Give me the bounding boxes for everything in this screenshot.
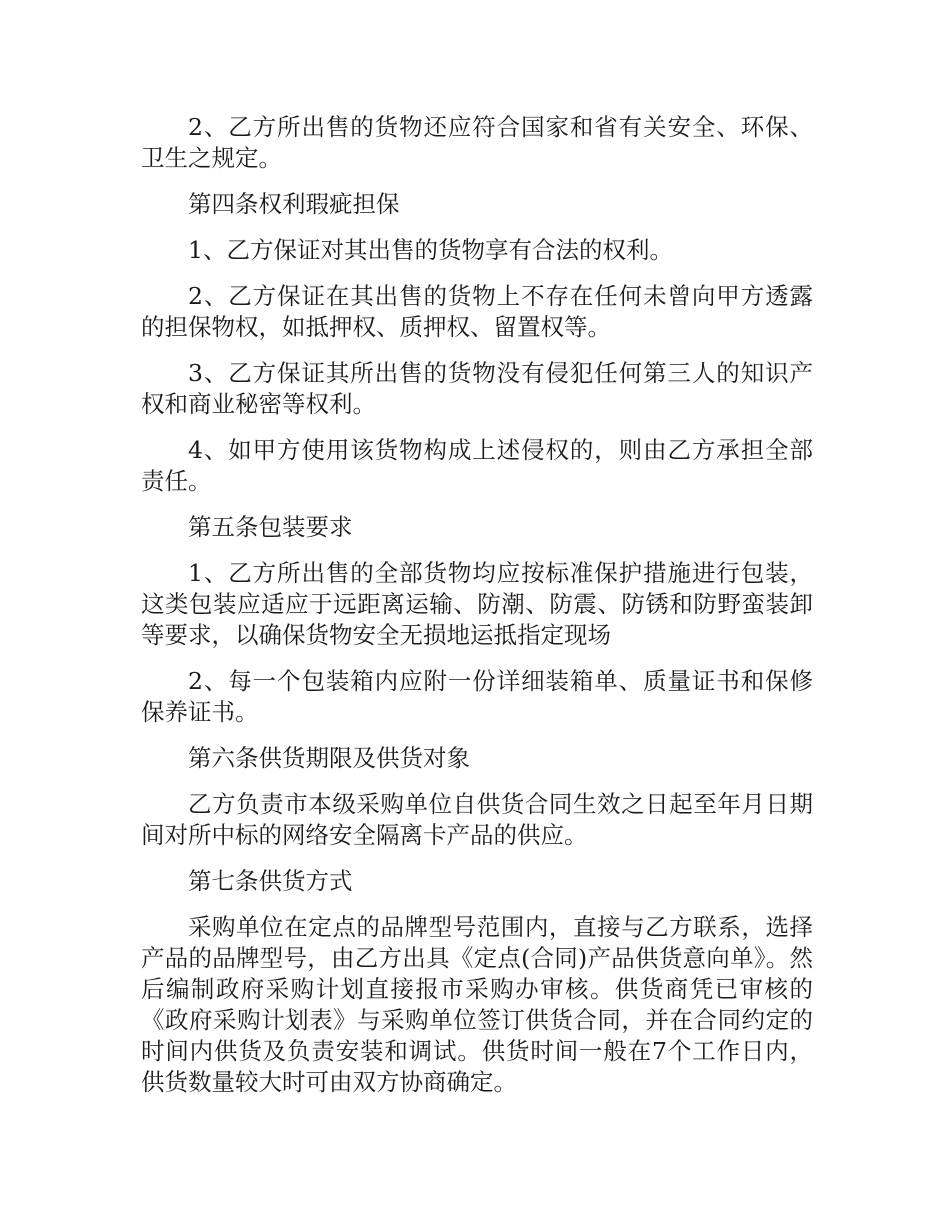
paragraph-legal-rights: 1、乙方保证对其出售的货物享有合法的权利。 (188, 236, 673, 264)
document-page (141, 112, 813, 1113)
paragraph-no-ip-infringement: 3、乙方保证其所出售的货物没有侵犯任何第三人的知识产权和商业秘密等权利。 (141, 359, 813, 418)
heading-article-6: 第六条供货期限及供货对象 (188, 744, 470, 772)
paragraph-no-security-interest: 2、乙方保证在其出售的货物上不存在任何未曾向甲方透露的担保物权，如抵押权、质押权、留置权等。 (141, 282, 813, 341)
paragraph-packing-list: 2、每一个包装箱内应附一份详细装箱单、质量证书和保修保养证书。 (141, 667, 813, 726)
paragraph-quality-safety: 2、乙方所出售的货物还应符合国家和省有关安全、环保、卫生之规定。 (141, 113, 813, 172)
paragraph-supply-method: 采购单位在定点的品牌型号范围内，直接与乙方联系，选择产品的品牌型号，由乙方出具《定点(合同)产品供货意向单》。然后编制政府采购计划直接报市采购办审核。供货商凭已审核的《政府采购计划表》与采购单位签订供货合同，并在合同约定的时间内供货及负责安装和调试。供货时间一般在7个工作日内，供货数量较大时可由双方协商确定。 (141, 913, 813, 1096)
heading-article-5: 第五条包装要求 (188, 513, 353, 541)
paragraph-liability: 4、如甲方使用该货物构成上述侵权的，则由乙方承担全部责任。 (141, 436, 813, 495)
paragraph-packaging-standard: 1、乙方所出售的全部货物均应按标准保护措施进行包装，这类包装应适应于远距离运输、防潮、防震、防锈和防野蛮装卸等要求，以确保货物安全无损地运抵指定现场 (141, 559, 813, 649)
paragraph-supply-period: 乙方负责市本级采购单位自供货合同生效之日起至年月日期间对所中标的网络安全隔离卡产品的供应。 (141, 790, 813, 849)
heading-article-7: 第七条供货方式 (188, 867, 353, 895)
heading-article-4: 第四条权利瑕疵担保 (188, 190, 400, 218)
